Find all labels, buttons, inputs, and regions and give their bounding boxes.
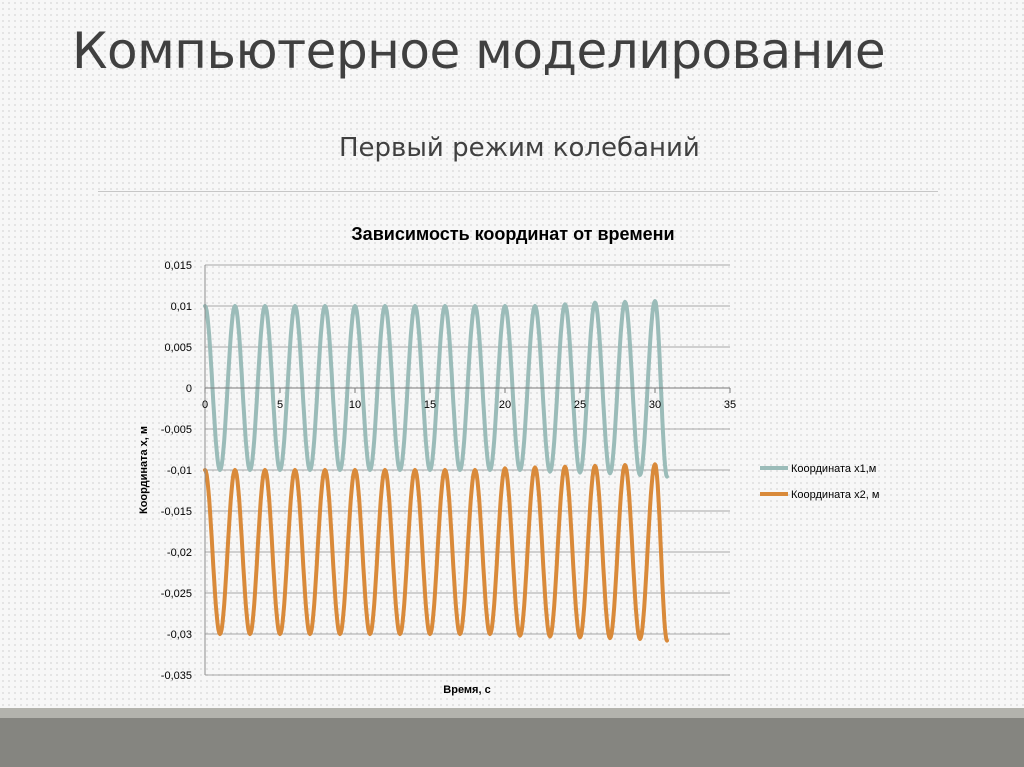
y-tick-label: -0,03 bbox=[166, 629, 192, 641]
x-tick-label: 30 bbox=[648, 399, 662, 411]
y-tick-label: 0,005 bbox=[164, 342, 192, 354]
series-line-x1 bbox=[205, 301, 667, 477]
x-tick-label: 0 bbox=[201, 399, 209, 411]
x-tick-label: 35 bbox=[723, 399, 737, 411]
series-line-x2 bbox=[205, 464, 667, 640]
footer-bar bbox=[0, 718, 1024, 767]
y-tick-label: -0,035 bbox=[160, 670, 192, 682]
x-tick-label: 10 bbox=[348, 399, 362, 411]
y-tick-label: 0,015 bbox=[164, 260, 192, 272]
x-tick-label: 25 bbox=[573, 399, 587, 411]
legend-label: Координата х2, м bbox=[791, 489, 880, 501]
footer-stripe-light bbox=[0, 708, 1024, 718]
chart-title: Зависимость координат от времени bbox=[351, 224, 675, 244]
x-axis-label: Время, с bbox=[443, 684, 491, 696]
y-tick-label: -0,015 bbox=[160, 506, 192, 518]
y-tick-label: -0,005 bbox=[160, 424, 192, 436]
y-tick-label: -0,025 bbox=[160, 588, 192, 600]
y-tick-label: -0,02 bbox=[166, 547, 192, 559]
x-tick-label: 20 bbox=[498, 399, 512, 411]
y-axis-label: Координата x, м bbox=[138, 425, 150, 515]
chart-legend bbox=[760, 463, 879, 501]
y-tick-label: 0 bbox=[185, 383, 192, 395]
slide-subtitle: Первый режим колебаний bbox=[339, 133, 700, 163]
x-tick-label: 5 bbox=[276, 399, 284, 411]
slide-title: Компьютерное моделирование bbox=[72, 22, 886, 80]
legend-label: Координата х1,м bbox=[791, 463, 877, 475]
y-tick-label: -0,01 bbox=[166, 465, 192, 477]
x-tick-label: 15 bbox=[423, 399, 437, 411]
y-tick-label: 0,01 bbox=[170, 301, 192, 313]
